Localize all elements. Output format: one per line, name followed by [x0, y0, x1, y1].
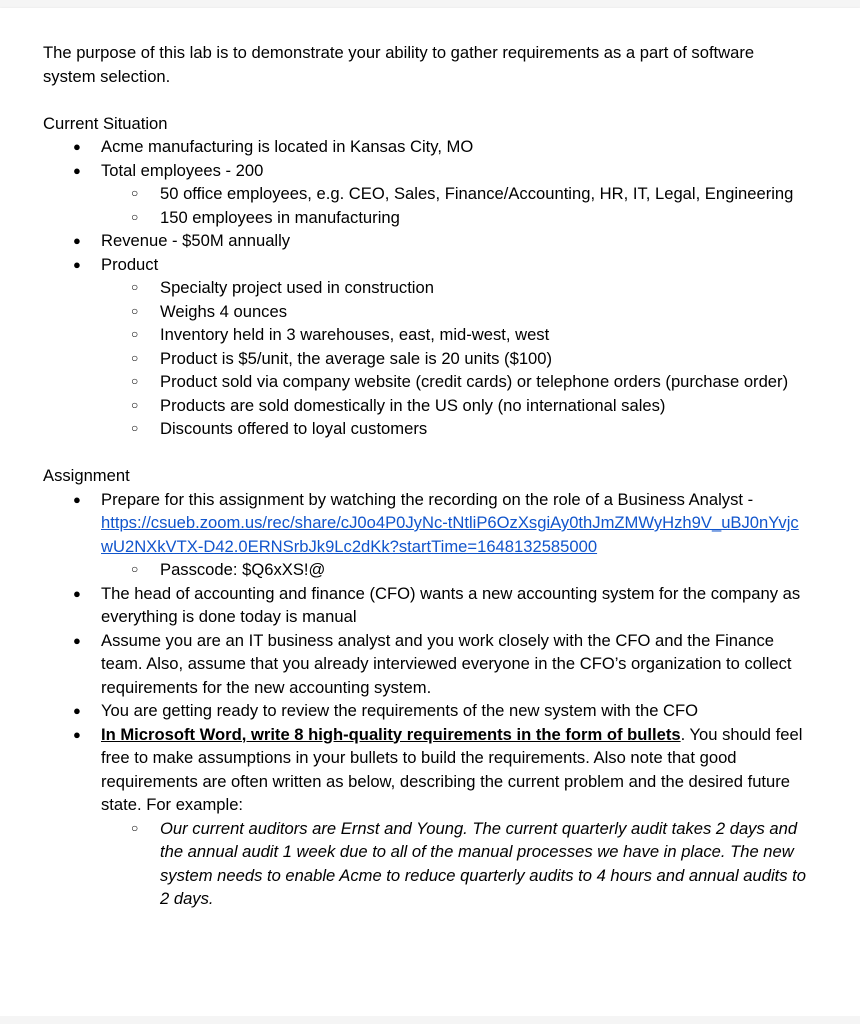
list-item: ● Prepare for this assignment by watching the recording on the role of a Business Analyst - https://csueb.zoom.us/rec/share/cJ0o4P0JyNc-tNtliP6OzXsgiAy0thJmZMWyHzh9V_uBJ0nYvjcwU2NXkVTX-D42.0ERNSrbJk9Lc2dKk?startTime=1648132585000 ○ Passcode: $Q6xXS!@ [43, 488, 808, 582]
document-body [43, 41, 808, 911]
assignment-heading: Assignment [43, 466, 130, 485]
list-item: ● You are getting ready to review the requirements of the new system with the CFO [43, 699, 808, 723]
page-gutter [0, 1016, 860, 1024]
word-instruction-emphasis: In Microsoft Word, write 8 high-quality requirements in the form of bullets [101, 724, 681, 744]
recording-link[interactable]: https://csueb.zoom.us/rec/share/cJ0o4P0JyNc-tNtliP6OzXsgiAy0thJmZMWyHzh9V_uBJ0nYvjcwU2NXkVTX-D42.0ERNSrbJk9Lc2dKk?startTime=1648132585000 [101, 513, 799, 556]
current-situation-list [43, 135, 808, 441]
list-item: ○ Product is $5/unit, the average sale is 20 units ($100) [43, 347, 808, 371]
list-item: ● Revenue - $50M annually [43, 229, 808, 253]
passcode-sublist [101, 558, 808, 582]
assignment-list [43, 488, 808, 911]
list-item: ○ Weighs 4 ounces [43, 300, 808, 324]
spacer [43, 88, 808, 112]
list-item: ○ Products are sold domestically in the US only (no international sales) [43, 394, 808, 418]
list-item: ● Product ○ Specialty project used in construction ○ Weighs 4 ounces ○ Inventory held in 3 warehouses, east, mid-west, west ○ Product is $5/unit, the average sale is 20 units ($100) ○ Product sold via company website (credit cards) or telephone orders (purchase order) ○ Products are sold domestically in the US only (no international sales) ○ Discounts offered to loyal customers [43, 253, 808, 441]
list-item: ● The head of accounting and finance (CFO) wants a new accounting system for the company as everything is done today is manual [43, 582, 808, 629]
document-page [0, 8, 860, 1016]
list-item: ● Acme manufacturing is located in Kansas City, MO [43, 135, 808, 159]
intro-paragraph: The purpose of this lab is to demonstrate your ability to gather requirements as a part of software system selection. [43, 43, 755, 86]
list-item: ○ 50 office employees, e.g. CEO, Sales, Finance/Accounting, HR, IT, Legal, Engineering [43, 182, 808, 206]
list-item: ○ Passcode: $Q6xXS!@ [43, 558, 808, 582]
current-situation-heading: Current Situation [43, 113, 168, 133]
example-requirement: Our current auditors are Ernst and Young. The current quarterly audit takes 2 days and the annual audit 1 week due to all of the manual processes we have in place. The new system needs to enable Acme to reduce quarterly audits to 4 hours and annual audits to 2 days. [160, 818, 807, 908]
example-sublist [101, 817, 808, 911]
list-item [43, 817, 808, 911]
list-item: ● Assume you are an IT business analyst and you work closely with the CFO and the Finance team. Also, assume that you already interviewed everyone in the CFO’s organization to collect requirements for the new accounting system. [43, 629, 808, 700]
list-item: ○ Inventory held in 3 warehouses, east, mid-west, west [43, 323, 808, 347]
list-item: ○ Discounts offered to loyal customers [43, 417, 808, 441]
employees-sublist [101, 182, 808, 229]
list-item: ● Total employees - 200 ○ 50 office employees, e.g. CEO, Sales, Finance/Accounting, HR, IT, Legal, Engineering ○ 150 employees in manufacturing [43, 159, 808, 230]
list-item: ○ 150 employees in manufacturing [43, 206, 808, 230]
list-item: ○ Product sold via company website (credit cards) or telephone orders (purchase order) [43, 370, 808, 394]
product-sublist [101, 276, 808, 441]
list-item: ● In Microsoft Word, write 8 high-quality requirements in the form of bullets. You should feel free to make assumptions in your bullets to build the requirements. Also note that good requirements are often written as below, describing the current problem and the desired future state. For example: ○ Our current auditors are Ernst and Young. The current quarterly audit takes 2 days and the annual audit 1 week due to all of the manual processes we have in place. The new system needs to enable Acme to reduce quarterly audits to 4 hours and annual audits to 2 days. [43, 723, 808, 911]
spacer [43, 441, 808, 465]
list-item: ○ Specialty project used in construction [43, 276, 808, 300]
